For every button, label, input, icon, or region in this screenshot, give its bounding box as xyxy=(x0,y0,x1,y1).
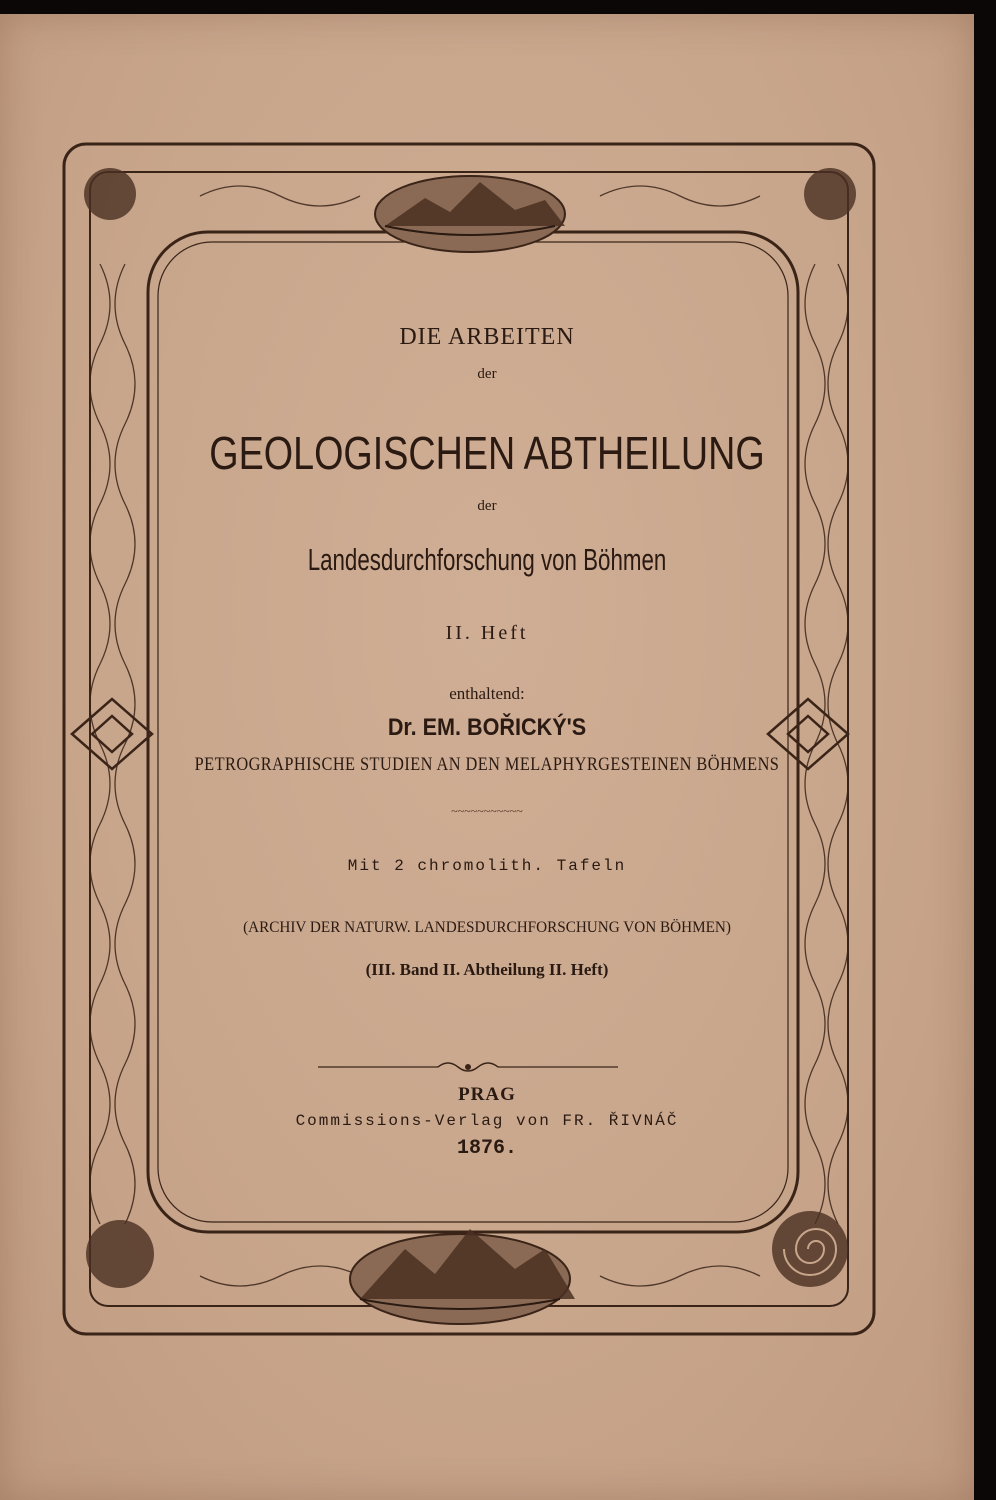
connector-der-1: der xyxy=(477,366,497,382)
title-top: DIE ARBEITEN xyxy=(399,324,575,350)
contains-label: enthaltend: xyxy=(449,684,525,703)
work-title: PETROGRAPHISCHE STUDIEN AN DEN MELAPHYRGESTEINEN BÖHMENS xyxy=(194,754,780,775)
small-ornament: ~~~~~~~~~~~ xyxy=(451,804,523,818)
issue-label: II. Heft xyxy=(445,622,529,644)
connector-der-2: der xyxy=(477,498,497,514)
subtitle: Landesdurchforschung von Böhmen xyxy=(307,542,667,577)
publication-year: 1876. xyxy=(456,1137,517,1160)
volume-note: (III. Band II. Abtheilung II. Heft) xyxy=(365,960,609,979)
main-title: GEOLOGISCHEN ABTHEILUNG xyxy=(209,427,765,479)
publisher: Commissions-Verlag von FR. ŘIVNÁČ xyxy=(295,1112,679,1130)
book-cover xyxy=(0,14,974,1500)
publication-city: PRAG xyxy=(458,1084,516,1105)
plates-note: Mit 2 chromolith. Tafeln xyxy=(347,857,627,875)
divider-ornament xyxy=(318,1060,618,1074)
archive-note: (ARCHIV DER NATURW. LANDESDURCHFORSCHUNG VON BÖHMEN) xyxy=(243,919,731,936)
author-name: Dr. EM. BOŘICKÝ'S xyxy=(387,714,587,741)
